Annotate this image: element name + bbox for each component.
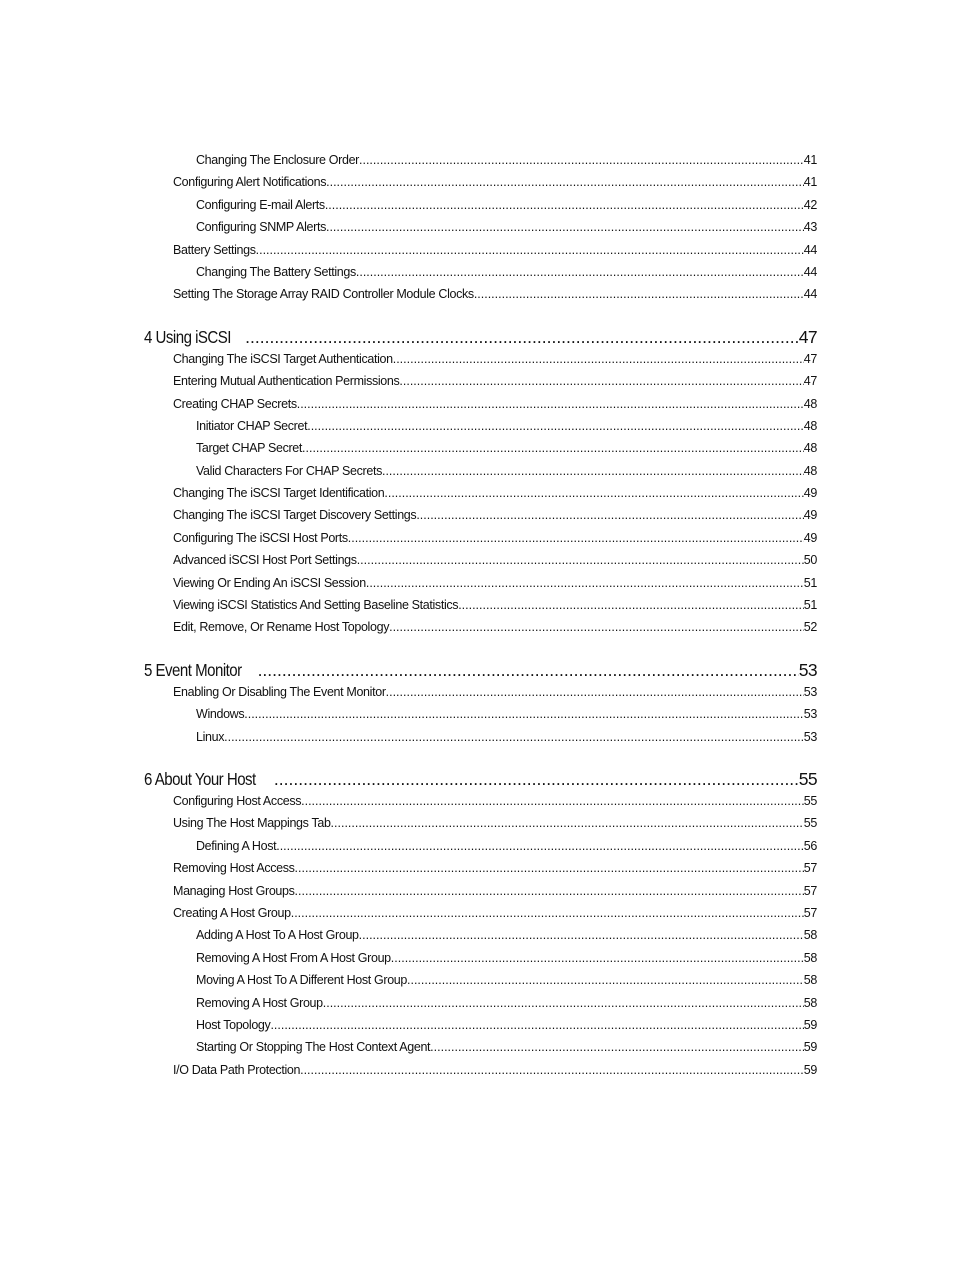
toc-leader-dots: [348, 527, 804, 549]
toc-entry[interactable]: [144, 969, 817, 991]
toc-entry[interactable]: [144, 194, 817, 216]
toc-leader-dots: [302, 437, 804, 459]
toc-chapter-entry[interactable]: [144, 768, 817, 790]
toc-entry-title: Viewing Or Ending An iSCSI Session: [173, 575, 366, 590]
toc-entry-page: 44: [803, 242, 817, 257]
toc-entry-page: 52: [803, 620, 817, 635]
toc-entry-title: 5 Event Monitor: [144, 659, 242, 680]
toc-leader-dots: [274, 768, 799, 790]
toc-chapter-entry[interactable]: [144, 659, 817, 681]
toc-entry[interactable]: [144, 393, 817, 415]
toc-entry-page: 44: [803, 264, 817, 279]
toc-entry[interactable]: [144, 171, 817, 193]
toc-entry-page: 51: [803, 575, 817, 590]
toc-entry-title: Starting Or Stopping The Host Context Agent: [196, 1040, 431, 1055]
toc-entry-title: Removing Host Access: [173, 861, 295, 876]
toc-entry-title: Creating CHAP Secrets: [173, 396, 297, 411]
toc-leader-dots: [307, 415, 804, 437]
toc-leader-dots: [382, 460, 804, 482]
toc-entry-title: Removing A Host From A Host Group: [196, 950, 391, 965]
toc-entry[interactable]: [144, 1059, 817, 1081]
toc-entry-page: 48: [803, 418, 817, 433]
toc-entry-title: Host Topology: [196, 1017, 271, 1032]
toc-entry-title: Changing The Enclosure Order: [196, 153, 359, 167]
toc-entry-page: 57: [803, 883, 817, 898]
toc-leader-dots: [384, 482, 803, 504]
toc-entry-title: Changing The iSCSI Target Identification: [173, 486, 385, 501]
toc-entry-title: 6 About Your Host: [144, 768, 256, 789]
toc-entry[interactable]: [144, 790, 817, 812]
toc-entry[interactable]: [144, 947, 817, 969]
toc-entry-page: 48: [803, 463, 817, 478]
toc-leader-dots: [416, 504, 803, 526]
toc-chapter-entry[interactable]: [144, 326, 817, 348]
toc-leader-dots: [407, 969, 804, 991]
toc-entry-page: 49: [803, 530, 817, 545]
toc-leader-dots: [270, 1014, 803, 1036]
toc-entry-page: 55: [803, 816, 817, 831]
toc-entry[interactable]: [144, 239, 817, 261]
toc-leader-dots: [391, 947, 804, 969]
toc-entry-title: Configuring The iSCSI Host Ports: [173, 530, 348, 545]
toc-entry-title: Advanced iSCSI Host Port Settings: [173, 553, 357, 568]
toc-entry[interactable]: [144, 216, 817, 238]
toc-entry-page: 58: [803, 973, 817, 988]
toc-entry-page: 49: [803, 508, 817, 523]
toc-entry[interactable]: [144, 283, 817, 305]
toc-entry-page: 48: [803, 396, 817, 411]
toc-entry-page: 58: [803, 995, 817, 1010]
toc-entry-page: 57: [803, 905, 817, 920]
toc-entry-page: 58: [803, 950, 817, 965]
toc-leader-dots: [386, 681, 804, 703]
toc-entry-page: 43: [803, 220, 817, 235]
toc-entry-page: 59: [803, 1017, 817, 1032]
toc-entry[interactable]: [144, 703, 817, 725]
toc-entry[interactable]: [144, 880, 817, 902]
toc-entry[interactable]: [144, 348, 817, 370]
toc-entry-page: 41: [803, 153, 817, 167]
toc-entry-page: 49: [803, 486, 817, 501]
toc-entry[interactable]: [144, 504, 817, 526]
toc-entry-page: 57: [803, 861, 817, 876]
toc-entry-page: 47: [798, 326, 817, 347]
toc-entry-page: 44: [803, 287, 817, 302]
table-of-contents: [144, 149, 817, 1081]
toc-leader-dots: [359, 924, 804, 946]
toc-entry-title: Creating A Host Group: [173, 905, 291, 920]
toc-entry-page: 53: [803, 707, 817, 722]
toc-entry[interactable]: [144, 857, 817, 879]
toc-entry-page: 55: [798, 768, 817, 789]
toc-leader-dots: [389, 616, 804, 638]
toc-entry[interactable]: [144, 726, 817, 748]
toc-leader-dots: [300, 1059, 804, 1081]
toc-entry[interactable]: [144, 437, 817, 459]
toc-entry-title: Adding A Host To A Host Group: [196, 928, 359, 943]
toc-entry-title: Removing A Host Group: [196, 995, 323, 1010]
toc-entry-title: Edit, Remove, Or Rename Host Topology: [173, 620, 390, 635]
toc-entry[interactable]: [144, 924, 817, 946]
toc-leader-dots: [356, 261, 804, 283]
toc-entry-title: Changing The Battery Settings: [196, 264, 356, 279]
toc-leader-dots: [430, 1036, 804, 1058]
toc-entry-title: Managing Host Groups: [173, 883, 295, 898]
toc-entry-title: Changing The iSCSI Target Discovery Settings: [173, 508, 417, 523]
toc-leader-dots: [326, 216, 804, 238]
toc-leader-dots: [357, 549, 804, 571]
toc-entry-page: 58: [803, 928, 817, 943]
toc-entry-page: 47: [803, 374, 817, 389]
toc-entry-page: 56: [803, 838, 817, 853]
toc-entry-page: 41: [803, 175, 817, 190]
toc-entry-page: 55: [803, 793, 817, 808]
toc-entry[interactable]: [144, 482, 817, 504]
toc-entry[interactable]: [144, 902, 817, 924]
toc-entry-title: Windows: [196, 707, 245, 722]
toc-leader-dots: [323, 992, 804, 1014]
toc-entry-page: 53: [803, 684, 817, 699]
toc-leader-dots: [474, 283, 804, 305]
toc-entry-title: Moving A Host To A Different Host Group: [196, 973, 408, 988]
toc-leader-dots: [399, 370, 803, 392]
toc-entry-page: 50: [803, 553, 817, 568]
toc-leader-dots: [325, 194, 804, 216]
toc-leader-dots: [301, 790, 804, 812]
toc-entry-title: Changing The iSCSI Target Authentication: [173, 351, 393, 366]
toc-entry[interactable]: [144, 992, 817, 1014]
toc-entry[interactable]: [144, 616, 817, 638]
toc-entry[interactable]: [144, 261, 817, 283]
toc-entry-title: Configuring Host Access: [173, 793, 302, 808]
toc-leader-dots: [224, 726, 804, 748]
toc-entry[interactable]: [144, 1014, 817, 1036]
toc-entry[interactable]: [144, 572, 817, 594]
toc-entry[interactable]: [144, 149, 817, 171]
toc-entry-page: 51: [803, 598, 817, 613]
toc-entry[interactable]: [144, 681, 817, 703]
toc-leader-dots: [291, 902, 804, 924]
toc-entry-title: Initiator CHAP Secret: [196, 418, 308, 433]
toc-entry-page: 47: [803, 351, 817, 366]
toc-entry-page: 59: [803, 1062, 817, 1077]
toc-entry-title: Enabling Or Disabling The Event Monitor: [173, 684, 386, 699]
toc-leader-dots: [458, 594, 804, 616]
toc-entry[interactable]: [144, 415, 817, 437]
toc-entry[interactable]: [144, 594, 817, 616]
toc-leader-dots: [258, 659, 799, 681]
toc-entry-title: Configuring SNMP Alerts: [196, 220, 326, 235]
toc-entry-title: Linux: [196, 729, 225, 744]
toc-entry[interactable]: [144, 527, 817, 549]
toc-entry[interactable]: [144, 549, 817, 571]
toc-entry[interactable]: [144, 1036, 817, 1058]
toc-entry-page: 53: [803, 729, 817, 744]
toc-leader-dots: [393, 348, 804, 370]
toc-entry[interactable]: [144, 460, 817, 482]
toc-entry-page: 42: [803, 197, 817, 212]
toc-leader-dots: [297, 393, 804, 415]
toc-leader-dots: [331, 812, 804, 834]
toc-entry-title: Target CHAP Secret: [196, 441, 303, 456]
toc-leader-dots: [326, 171, 804, 193]
toc-leader-dots: [244, 703, 804, 725]
toc-leader-dots: [245, 326, 799, 348]
toc-entry[interactable]: [144, 370, 817, 392]
toc-entry-title: Configuring E-mail Alerts: [196, 197, 325, 212]
toc-entry-page: 48: [803, 441, 817, 456]
toc-entry-page: 53: [798, 659, 817, 680]
toc-entry-title: Battery Settings: [173, 242, 256, 257]
toc-leader-dots: [359, 149, 804, 171]
toc-entry-title: 4 Using iSCSI: [144, 326, 231, 347]
toc-entry-title: Setting The Storage Array RAID Controller Module Clocks: [173, 287, 474, 302]
toc-leader-dots: [276, 835, 804, 857]
toc-leader-dots: [366, 572, 804, 594]
toc-entry-title: Defining A Host: [196, 838, 277, 853]
toc-entry-title: Configuring Alert Notifications: [173, 175, 327, 190]
toc-entry[interactable]: [144, 812, 817, 834]
toc-entry-title: Entering Mutual Authentication Permissions: [173, 374, 400, 389]
toc-entry-title: Using The Host Mappings Tab: [173, 816, 331, 831]
toc-entry-title: I/O Data Path Protection: [173, 1062, 301, 1077]
toc-entry[interactable]: [144, 835, 817, 857]
toc-leader-dots: [295, 880, 804, 902]
toc-entry-title: Viewing iSCSI Statistics And Setting Baseline Statistics: [173, 598, 459, 613]
toc-entry-page: 59: [803, 1040, 817, 1055]
toc-leader-dots: [256, 239, 804, 261]
toc-leader-dots: [295, 857, 804, 879]
toc-entry-title: Valid Characters For CHAP Secrets: [196, 463, 382, 478]
